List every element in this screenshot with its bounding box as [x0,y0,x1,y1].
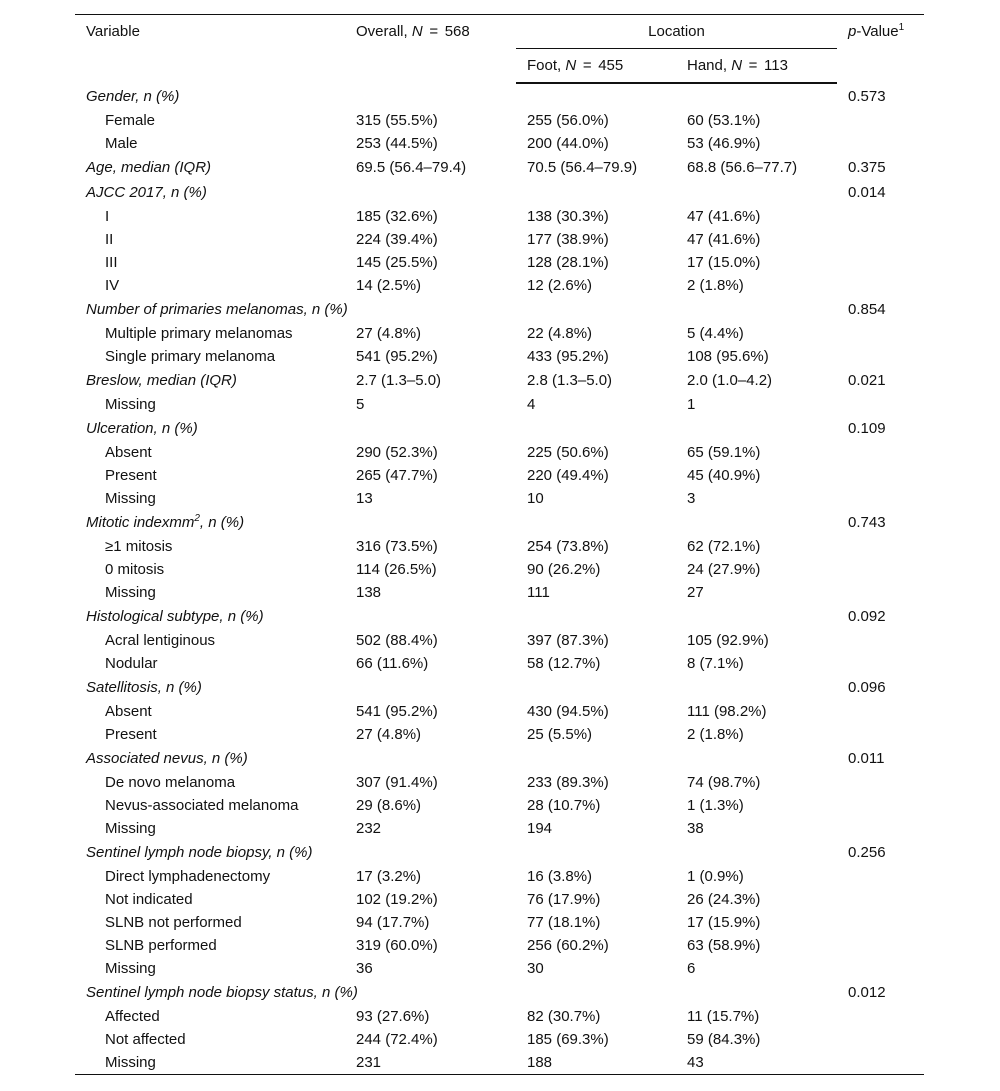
group-pvalue: 0.092 [848,608,886,625]
row-label: Male [105,135,138,152]
group-foot-value [516,416,676,441]
row-pvalue [837,487,924,510]
row-foot: 77 (18.1%) [527,914,601,931]
row-overall: 138 [356,584,382,601]
group-pvalue: 0.012 [848,984,886,1001]
row-pvalue [837,393,924,416]
row-foot: 177 (38.9%) [527,231,609,248]
group-foot-value [516,83,676,109]
row-foot: 90 (26.2%) [527,561,601,578]
row-foot: 4 [527,396,536,413]
header-pvalue-text: -Value [856,23,899,40]
header-overall-label: Overall, [356,23,408,40]
row-label: ≥1 mitosis [105,538,173,555]
header-pvalue-p: p [848,23,857,40]
group-row [75,180,924,205]
table-row [75,464,924,487]
row-overall: 224 (39.4%) [356,231,438,248]
row-label: Single primary melanoma [105,348,276,365]
row-label: Multiple primary melanomas [105,325,293,342]
row-foot: 138 (30.3%) [527,208,609,225]
row-hand: 26 (24.3%) [687,891,761,908]
row-overall: 290 (52.3%) [356,444,438,461]
group-label-tail: , n (%) [199,514,245,531]
row-hand: 43 [676,1051,837,1075]
row-foot: 397 (87.3%) [527,632,609,649]
group-row [75,746,924,771]
row-foot: 255 (56.0%) [527,112,609,129]
row-foot: 58 (12.7%) [527,655,601,672]
group-pvalue: 0.096 [848,679,886,696]
table-row [75,109,924,132]
row-label: Present [105,467,157,484]
table-row [75,251,924,274]
row-hand: 111 (98.2%) [687,703,767,720]
row-hand: 38 [687,820,704,837]
table-row [75,1051,924,1075]
row-overall: 27 (4.8%) [356,726,422,743]
group-label-text: Number of primaries melanomas, n (%) [86,301,348,318]
row-overall: 102 (19.2%) [356,891,438,908]
row-pvalue [837,274,924,297]
row-foot: 185 (69.3%) [527,1031,609,1048]
row-label: III [105,254,118,271]
group-label [75,155,345,180]
row-label: Not indicated [105,891,193,908]
group-foot-value [516,510,676,535]
table-row [75,652,924,675]
row-foot: 30 [527,960,544,977]
table-row [75,794,924,817]
group-label-text: AJCC 2017, n (%) [86,184,207,201]
row-hand: 62 (72.1%) [687,538,761,555]
group-row [75,83,924,109]
row-overall: 232 [356,820,382,837]
row-pvalue [837,911,924,934]
row-label: Missing [105,584,156,601]
row-hand: 105 (92.9%) [687,632,769,649]
row-pvalue [837,345,924,368]
group-foot-value: 2.8 (1.3–5.0) [527,372,613,389]
row-overall: 231 [345,1051,516,1075]
row-label: De novo melanoma [105,774,236,791]
row-hand: 1 [687,396,696,413]
row-overall: 114 (26.5%) [356,561,437,578]
row-hand: 1 (0.9%) [687,868,744,885]
row-label: Not affected [105,1031,186,1048]
row-foot: 10 [527,490,544,507]
group-foot-value [516,746,676,771]
row-foot: 28 (10.7%) [527,797,601,814]
group-label [75,416,345,441]
row-overall: 185 (32.6%) [356,208,438,225]
row-pvalue [837,251,924,274]
row-pvalue [837,1051,924,1075]
table-row [75,934,924,957]
group-overall-value [345,297,516,322]
header-overall-eq: = [429,23,439,40]
row-hand: 53 (46.9%) [687,135,761,152]
row-foot: 225 (50.6%) [527,444,609,461]
table-container [75,14,924,1075]
row-label: I [105,208,110,225]
row-pvalue [837,558,924,581]
row-label: Nevus-associated melanoma [105,797,299,814]
row-pvalue [837,652,924,675]
row-overall: 307 (91.4%) [356,774,438,791]
group-overall-value: 2.7 (1.3–5.0) [356,372,442,389]
group-hand-value [676,416,837,441]
row-pvalue [837,888,924,911]
row-foot: 233 (89.3%) [527,774,609,791]
table-row [75,345,924,368]
group-row [75,604,924,629]
table-row [75,1005,924,1028]
group-label-superscript: 2 [194,513,200,524]
group-overall-value [345,180,516,205]
row-overall: 316 (73.5%) [356,538,438,555]
row-hand: 45 (40.9%) [687,467,761,484]
row-hand: 2 (1.8%) [687,277,744,294]
header-hand-n-symbol: N [731,57,743,74]
group-hand-value: 2.0 (1.0–4.2) [687,372,773,389]
row-overall: 244 (72.4%) [356,1031,438,1048]
header-overall-n-symbol: N [411,23,423,40]
table-row [75,771,924,794]
table-row [75,700,924,723]
group-row [75,510,924,535]
group-overall-value [345,510,516,535]
group-overall-value [345,675,516,700]
row-label: Nodular [105,655,158,672]
row-hand: 3 [687,490,696,507]
row-hand: 11 (15.7%) [687,1008,760,1025]
group-hand-value [676,980,837,1005]
group-foot-value [516,675,676,700]
row-foot: 16 (3.8%) [527,868,593,885]
row-foot: 22 (4.8%) [527,325,593,342]
table-row [75,322,924,345]
row-label: Acral lentiginous [105,632,216,649]
row-overall: 5 [356,396,365,413]
row-hand: 24 (27.9%) [687,561,761,578]
group-foot-value [516,840,676,865]
row-foot: 128 (28.1%) [527,254,609,271]
group-overall-value [345,416,516,441]
header-variable: Variable [75,15,345,84]
table-body [75,83,924,1075]
row-label: 0 mitosis [105,561,165,578]
row-hand: 63 (58.9%) [687,937,761,954]
row-hand: 2 (1.8%) [687,726,744,743]
group-hand-value [676,604,837,629]
row-foot: 12 (2.6%) [527,277,593,294]
group-hand-value [676,746,837,771]
row-pvalue [837,817,924,840]
header-foot-label: Foot, [527,57,562,74]
header-foot [516,49,676,84]
group-hand-value [676,675,837,700]
group-label [75,980,358,1005]
row-hand: 47 (41.6%) [687,208,761,225]
group-foot-value [516,297,676,322]
header-foot-eq: = [582,57,592,74]
group-overall-value [345,83,516,109]
row-overall: 502 (88.4%) [356,632,438,649]
row-foot: 220 (49.4%) [527,467,609,484]
group-label [75,604,345,629]
table-row [75,274,924,297]
row-overall: 253 (44.5%) [356,135,438,152]
row-hand: 27 [687,584,704,601]
row-foot: 111 [527,584,550,601]
group-pvalue: 0.573 [848,87,886,105]
table-row [75,228,924,251]
header-location: Location [516,15,837,49]
table-row [75,393,924,416]
group-row [75,675,924,700]
row-overall: 17 (3.2%) [356,868,422,885]
row-overall: 541 (95.2%) [356,703,438,720]
row-hand: 1 (1.3%) [687,797,744,814]
row-overall: 36 [356,960,373,977]
table-row [75,817,924,840]
row-foot: 256 (60.2%) [527,937,609,954]
group-hand-value [676,83,837,109]
group-row [75,980,924,1005]
group-label-text: Gender, n (%) [86,87,180,105]
group-label-text: Sentinel lymph node biopsy status, n (%) [86,984,358,1001]
row-hand: 65 (59.1%) [687,444,761,461]
header-foot-n: 455 [598,57,624,74]
header-hand [676,49,837,84]
row-foot: 430 (94.5%) [527,703,609,720]
row-foot: 76 (17.9%) [527,891,601,908]
table-row [75,1028,924,1051]
group-row [75,297,924,322]
row-pvalue [837,228,924,251]
row-label: Missing [75,1051,345,1075]
row-overall: 319 (60.0%) [356,937,438,954]
row-pvalue [837,934,924,957]
table-row [75,723,924,746]
group-overall-value [345,840,516,865]
group-foot-value [516,980,676,1005]
row-pvalue [837,1005,924,1028]
row-overall: 541 (95.2%) [356,348,438,365]
row-foot: 188 [516,1051,676,1075]
header-overall [345,15,516,84]
row-foot: 200 (44.0%) [527,135,609,152]
row-label: Female [105,112,156,129]
row-label: Missing [105,820,156,837]
group-pvalue: 0.014 [848,184,886,201]
group-pvalue: 0.743 [848,514,886,531]
group-pvalue: 0.109 [848,420,886,437]
header-pvalue [837,15,924,84]
row-pvalue [837,1028,924,1051]
row-pvalue [837,771,924,794]
group-foot-value [516,604,676,629]
group-pvalue: 0.011 [848,750,885,767]
row-hand: 5 (4.4%) [687,325,744,342]
row-pvalue [837,700,924,723]
group-label [75,510,345,535]
row-foot: 194 [527,820,553,837]
group-label-text: Breslow, median (IQR) [86,372,237,389]
row-hand: 17 (15.9%) [687,914,761,931]
table-row [75,487,924,510]
row-overall: 265 (47.7%) [356,467,438,484]
row-label: Direct lymphadenectomy [105,868,271,885]
table-row [75,132,924,155]
table-row [75,629,924,652]
group-overall-value [345,980,516,1005]
row-pvalue [837,322,924,345]
group-label-text: Sentinel lymph node biopsy, n (%) [86,844,313,861]
row-label: Missing [105,396,156,413]
header-hand-label: Hand, [687,57,728,74]
group-hand-value [676,510,837,535]
group-label [75,675,345,700]
row-label: SLNB performed [105,937,217,954]
group-label-text: Age, median (IQR) [86,159,212,176]
row-hand: 8 (7.1%) [687,655,744,672]
row-overall: 94 (17.7%) [356,914,430,931]
group-hand-value [676,180,837,205]
row-overall: 315 (55.5%) [356,112,438,129]
row-hand: 6 [687,960,696,977]
row-foot: 82 (30.7%) [527,1008,601,1025]
row-pvalue [837,581,924,604]
group-label-text: Associated nevus, n (%) [86,750,248,767]
row-pvalue [837,464,924,487]
table-row [75,957,924,980]
group-pvalue: 0.375 [848,159,886,176]
row-pvalue [837,723,924,746]
group-label [75,83,345,109]
group-pvalue: 0.256 [848,844,886,861]
group-row [75,155,924,180]
row-pvalue [837,109,924,132]
row-hand: 59 (84.3%) [687,1031,761,1048]
row-hand: 47 (41.6%) [687,231,761,248]
header-hand-n: 113 [764,57,788,74]
row-overall: 27 (4.8%) [356,325,422,342]
row-label: II [105,231,114,248]
group-label-text: Histological subtype, n (%) [86,608,264,625]
row-overall: 93 (27.6%) [356,1008,430,1025]
group-label [75,368,345,393]
row-label: Missing [105,960,156,977]
group-hand-value: 68.8 (56.6–77.7) [687,159,798,176]
group-label-text: Satellitosis, n (%) [86,679,202,696]
row-label: Affected [105,1008,160,1025]
group-label [75,297,348,322]
row-pvalue [837,865,924,888]
table-row [75,558,924,581]
group-pvalue: 0.021 [848,372,886,389]
table-row [75,911,924,934]
row-label: Absent [105,703,152,720]
row-pvalue [837,441,924,464]
row-label: IV [105,277,120,294]
row-pvalue [837,794,924,817]
row-label: Present [105,726,157,743]
group-row [75,416,924,441]
row-label: Missing [105,490,156,507]
row-label: Absent [105,444,152,461]
row-pvalue [837,132,924,155]
table-row [75,205,924,228]
row-pvalue [837,535,924,558]
group-hand-value [676,297,837,322]
group-overall-value: 69.5 (56.4–79.4) [356,159,467,176]
group-row [75,368,924,393]
group-row [75,840,924,865]
header-foot-n-symbol: N [565,57,577,74]
table-row [75,535,924,558]
row-label: SLNB not performed [105,914,242,931]
row-overall: 66 (11.6%) [356,655,429,672]
row-pvalue [837,629,924,652]
header-pvalue-footnote: 1 [898,22,905,33]
group-label [75,840,345,865]
row-pvalue [837,205,924,228]
group-label-text: Ulceration, n (%) [86,420,198,437]
group-hand-value [676,840,837,865]
row-hand: 74 (98.7%) [687,774,761,791]
table-header [75,15,924,84]
row-hand: 60 (53.1%) [687,112,761,129]
table-row [75,888,924,911]
group-foot-value: 70.5 (56.4–79.9) [527,159,638,176]
row-overall: 145 (25.5%) [356,254,438,271]
group-label [75,180,345,205]
group-foot-value [516,180,676,205]
row-foot: 254 (73.8%) [527,538,609,555]
data-table [75,14,924,1075]
group-label-text: Mitotic indexmm [86,514,195,531]
row-foot: 433 (95.2%) [527,348,609,365]
group-pvalue: 0.854 [848,301,886,318]
row-hand: 108 (95.6%) [687,348,769,365]
header-hand-eq: = [748,57,758,74]
row-overall: 13 [356,490,373,507]
group-overall-value [345,604,516,629]
table-row [75,865,924,888]
row-foot: 25 (5.5%) [527,726,593,743]
row-pvalue [837,957,924,980]
group-label [75,746,345,771]
row-overall: 29 (8.6%) [356,797,422,814]
group-overall-value [345,746,516,771]
table-row [75,441,924,464]
row-hand: 17 (15.0%) [687,254,761,271]
table-row [75,581,924,604]
row-overall: 14 (2.5%) [356,277,422,294]
header-overall-n: 568 [444,23,470,40]
